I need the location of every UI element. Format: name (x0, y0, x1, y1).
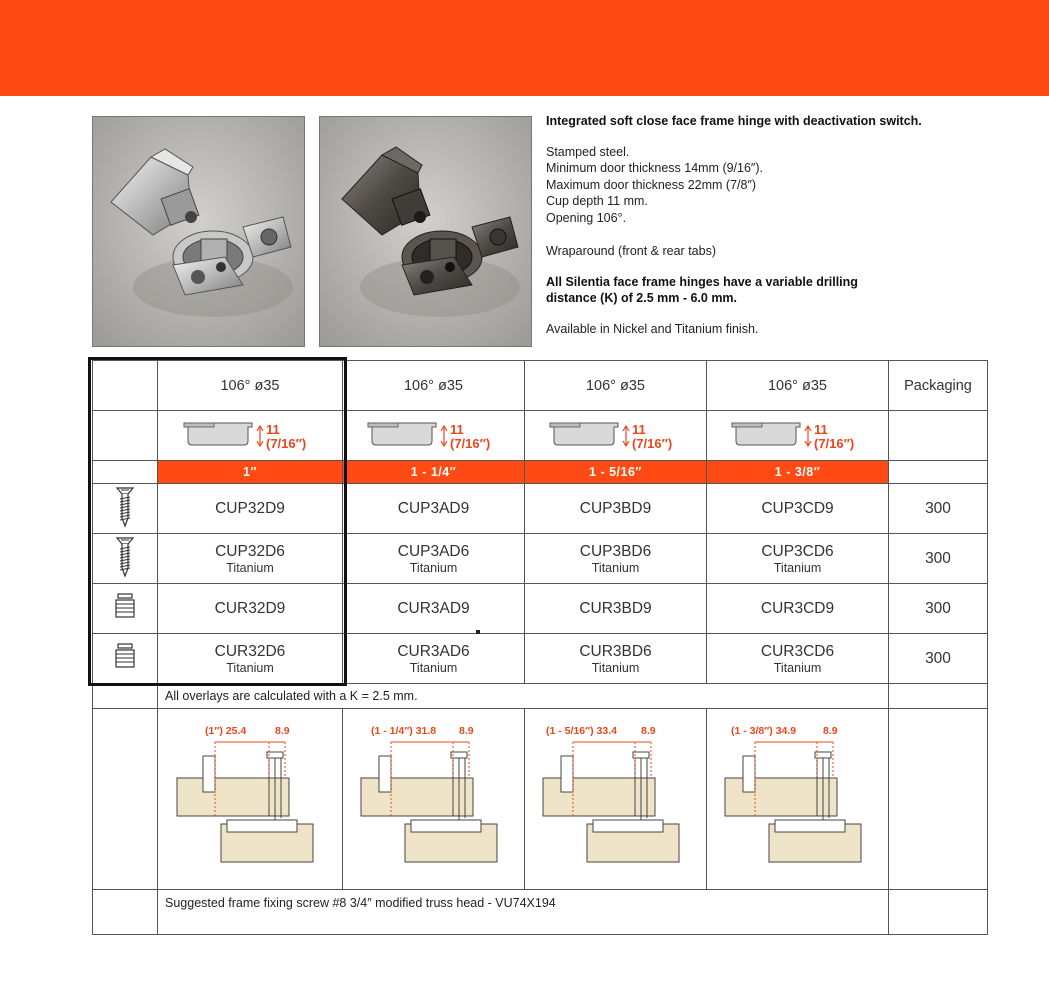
spec-line: Cup depth 11 mm. (546, 194, 648, 208)
part-number: CUR32D6 (214, 642, 286, 660)
cup-depth-cell (343, 411, 525, 461)
hinge-cup (227, 820, 297, 832)
overlay-diagram (531, 712, 701, 882)
tabs-line: Wraparound (front & rear tabs) (546, 244, 716, 258)
k-dimension-label: 8.9 (640, 724, 656, 737)
hinge-spec-table (92, 360, 988, 935)
overlay-dimension-label: (1 - 1/4″) 31.8 (370, 724, 436, 737)
dowel-insert-icon (114, 593, 136, 619)
face-frame (543, 778, 655, 816)
door-edge (743, 756, 755, 792)
wood-screw-icon (115, 534, 135, 578)
face-frame (361, 778, 473, 816)
overlay-diagram-cell (343, 709, 525, 890)
cup-drawing (550, 422, 672, 451)
dowel-insert-icon (114, 643, 136, 669)
header-banner (0, 0, 1049, 96)
part-number: CUP3AD6 (397, 542, 470, 560)
overlay-diagram (713, 712, 883, 882)
face-frame (725, 778, 837, 816)
part-number: CUP3CD9 (761, 499, 834, 517)
cup-depth-cell (707, 411, 889, 461)
part-number: CUP3AD9 (397, 499, 470, 517)
cup-depth-value: 11 (449, 422, 464, 437)
finish-label: Titanium (226, 660, 274, 675)
part-number: CUR3AD9 (397, 599, 470, 617)
overlay-diagram-cell (707, 709, 889, 890)
wood-screw-icon (115, 484, 135, 528)
product-description (546, 113, 1016, 337)
overlay-diagram-cell (525, 709, 707, 890)
dowel-cap (118, 594, 132, 598)
cup-flange (368, 423, 398, 427)
part-number: CUR3BD6 (579, 642, 652, 660)
stray-dot (476, 630, 480, 634)
cup-profile-icon (354, 413, 514, 453)
cup-profile-icon (170, 413, 330, 453)
part-number: CUR3CD9 (760, 599, 835, 617)
cup-flange (550, 423, 580, 427)
part-number: CUR3CD6 (760, 642, 835, 660)
packaging-qty: 300 (889, 534, 988, 584)
diagram-group (177, 725, 313, 862)
cup-depth-fraction: (7/16″) (266, 436, 307, 451)
finish-line: Available in Nickel and Titanium finish. (546, 321, 759, 336)
table-row (93, 634, 988, 684)
cup-depth-fraction: (7/16″) (631, 436, 672, 451)
part-number: CUR3BD9 (579, 599, 652, 617)
table-row (93, 534, 988, 584)
overlay-diagram (165, 712, 335, 882)
cup-depth-fraction: (7/16″) (813, 436, 854, 451)
packaging-qty: 300 (889, 634, 988, 684)
face-frame (177, 778, 289, 816)
finish-label: Titanium (773, 660, 822, 675)
part-number: CUP3CD6 (761, 542, 834, 560)
finish-label: Titanium (591, 660, 640, 675)
overlay-label: 1 - 5/16″ (525, 461, 707, 484)
spec-line: Opening 106°. (546, 210, 627, 225)
overlay-label: 1 - 3/8″ (707, 461, 889, 484)
part-number: CUP3BD6 (579, 542, 652, 560)
fixing-screw-note: Suggested frame fixing screw #8 3/4″ modified truss head - VU74X194 (158, 890, 889, 935)
door-edge (203, 756, 215, 792)
screw-head (117, 488, 133, 494)
finish-label: Titanium (409, 560, 458, 575)
header-opening-angle: 106° ø35 (343, 361, 525, 411)
overlay-diagram-cell (158, 709, 343, 890)
hinge-photo-titanium (319, 116, 532, 347)
door-edge (379, 756, 391, 792)
cup-flange (184, 423, 214, 427)
overlay-calculation-note: All overlays are calculated with a K = 2.5 mm. (158, 684, 889, 709)
header-opening-angle: 106° ø35 (525, 361, 707, 411)
packaging-qty: 300 (889, 484, 988, 534)
overlay-diagram (349, 712, 519, 882)
k-dimension-label: 8.9 (275, 724, 290, 737)
cup-flange (732, 423, 762, 427)
cup-depth-fraction: (7/16″) (449, 436, 490, 451)
packaging-qty: 300 (889, 584, 988, 634)
finish-label: Titanium (591, 560, 640, 575)
k-dimension-label: 8.9 (458, 724, 474, 737)
diagram-group (543, 725, 679, 862)
hinge-cup (775, 820, 845, 832)
cup-depth-value: 11 (813, 422, 828, 437)
spec-line: Maximum door thickness 22mm (7/8″) (546, 177, 757, 192)
cup-drawing (732, 422, 854, 451)
cup-depth-value: 11 (266, 422, 280, 437)
k-dimension-label: 8.9 (822, 724, 838, 737)
finish-label: Titanium (773, 560, 822, 575)
cup-depth-value: 11 (631, 422, 646, 437)
description-headline: Integrated soft close face frame hinge with deactivation switch. (546, 114, 922, 128)
hinge-cup (593, 820, 663, 832)
screw-head (117, 538, 133, 544)
spec-line: Minimum door thickness 14mm (9/16″). (546, 161, 763, 175)
hinge-photo-nickel (92, 116, 305, 347)
header-opening-angle: 106° ø35 (158, 361, 343, 411)
drilling-note: distance (K) of 2.5 mm - 6.0 mm. (546, 291, 738, 305)
overlay-label: 1″ (158, 461, 343, 484)
dowel-cap (118, 644, 132, 648)
header-packaging: Packaging (889, 361, 988, 411)
cup-depth-cell (525, 411, 707, 461)
drilling-note: All Silentia face frame hinges have a variable drilling (546, 274, 858, 289)
overlay-dimension-label: (1 - 5/16″) 33.4 (545, 724, 617, 737)
part-number: CUP32D9 (215, 499, 285, 517)
header-opening-angle: 106° ø35 (707, 361, 889, 411)
overlay-label: 1 - 1/4″ (343, 461, 525, 484)
overlay-dimension-label: (1 - 3/8″) 34.9 (730, 724, 796, 737)
finish-label: Titanium (226, 560, 274, 575)
hinge-cup (411, 820, 481, 832)
table-row (93, 484, 988, 534)
part-number: CUP3BD9 (579, 499, 652, 517)
table-row (93, 584, 988, 634)
cup-depth-cell (158, 411, 343, 461)
door-edge (561, 756, 573, 792)
cup-drawing (184, 422, 306, 451)
part-number: CUR32D9 (214, 599, 286, 617)
part-number: CUR3AD6 (397, 642, 470, 660)
finish-label: Titanium (409, 660, 458, 675)
diagram-group (361, 725, 497, 862)
diagram-group (725, 725, 861, 862)
cup-drawing (368, 422, 490, 451)
part-number: CUP32D6 (215, 542, 285, 560)
cup-profile-icon (718, 413, 878, 453)
spec-line: Stamped steel. (546, 144, 630, 159)
cup-profile-icon (536, 413, 696, 453)
overlay-dimension-label: (1″) 25.4 (205, 724, 247, 737)
